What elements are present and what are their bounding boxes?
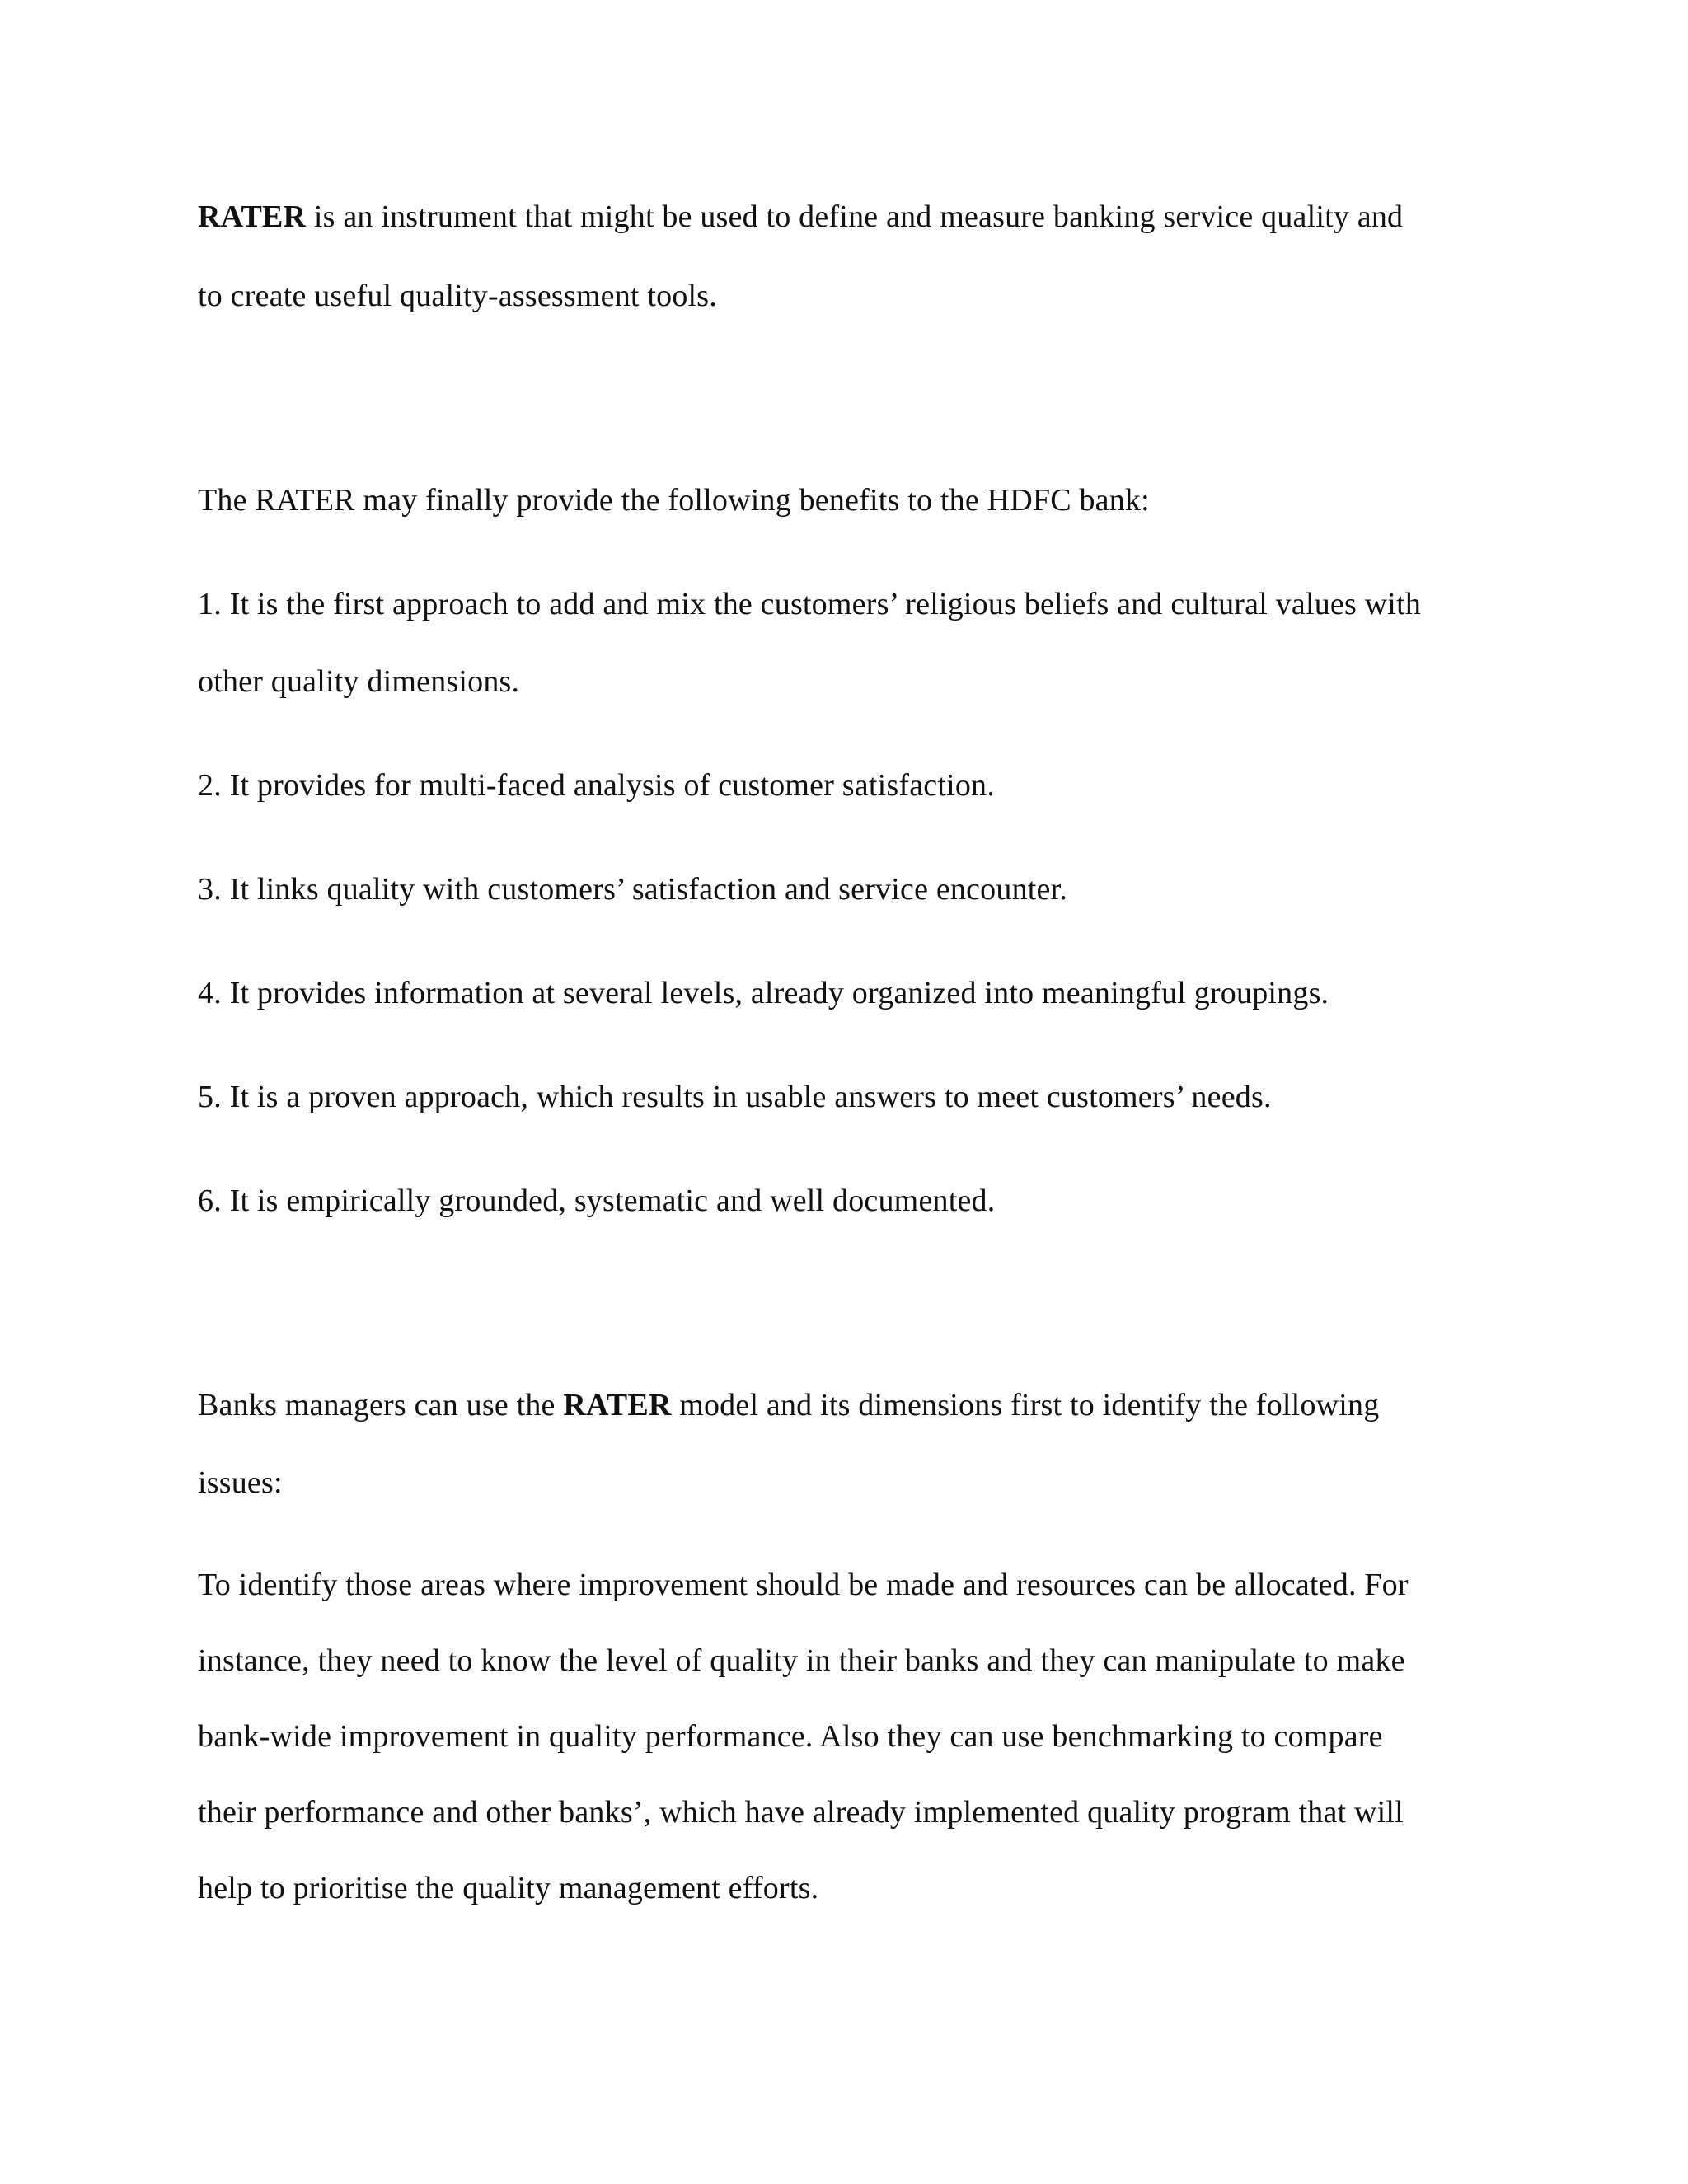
closing-line-5: help to prioritise the quality management efforts. [198,1871,819,1905]
benefit-item-6: 6. It is empirically grounded, systematic and well documented. [198,1183,996,1218]
rater-term-2: RATER [563,1388,672,1422]
closing-line-4: their performance and other banks’, which have already implemented quality program that will [198,1795,1404,1830]
benefit-item-5: 5. It is a proven approach, which results in usable answers to meet customers’ needs. [198,1080,1272,1114]
benefit-item-2: 2. It provides for multi-faced analysis of customer satisfaction. [198,768,995,803]
closing-line-3: bank-wide improvement in quality performance. Also they can use benchmarking to compare [198,1719,1383,1754]
benefit-item-1-line-2: other quality dimensions. [198,664,520,699]
benefit-item-3: 3. It links quality with customers’ satisfaction and service encounter. [198,872,1068,907]
benefit-item-1-line-1: 1. It is the first approach to add and mix the customers’ religious beliefs and cultural values with [198,587,1422,621]
benefit-item-4: 4. It provides information at several levels, already organized into meaningful groupings. [198,976,1329,1010]
rater-term: RATER [198,199,307,234]
intro-line-1 [198,198,1403,236]
closing-line-2: instance, they need to know the level of quality in their banks and they can manipulate to make [198,1643,1405,1678]
managers-line-1 [198,1386,1379,1424]
closing-line-1: To identify those areas where improvement should be made and resources can be allocated. For [198,1568,1409,1602]
managers-line-2: issues: [198,1465,283,1500]
benefits-heading: The RATER may finally provide the following benefits to the HDFC bank: [198,483,1150,518]
intro-line-2: to create useful quality-assessment tools. [198,279,717,313]
intro-line-1-text: is an instrument that might be used to define and measure banking service quality and [306,199,1404,234]
managers-line-1-post: model and its dimensions first to identify the following [671,1388,1380,1422]
managers-line-1-pre: Banks managers can use the [198,1388,564,1422]
